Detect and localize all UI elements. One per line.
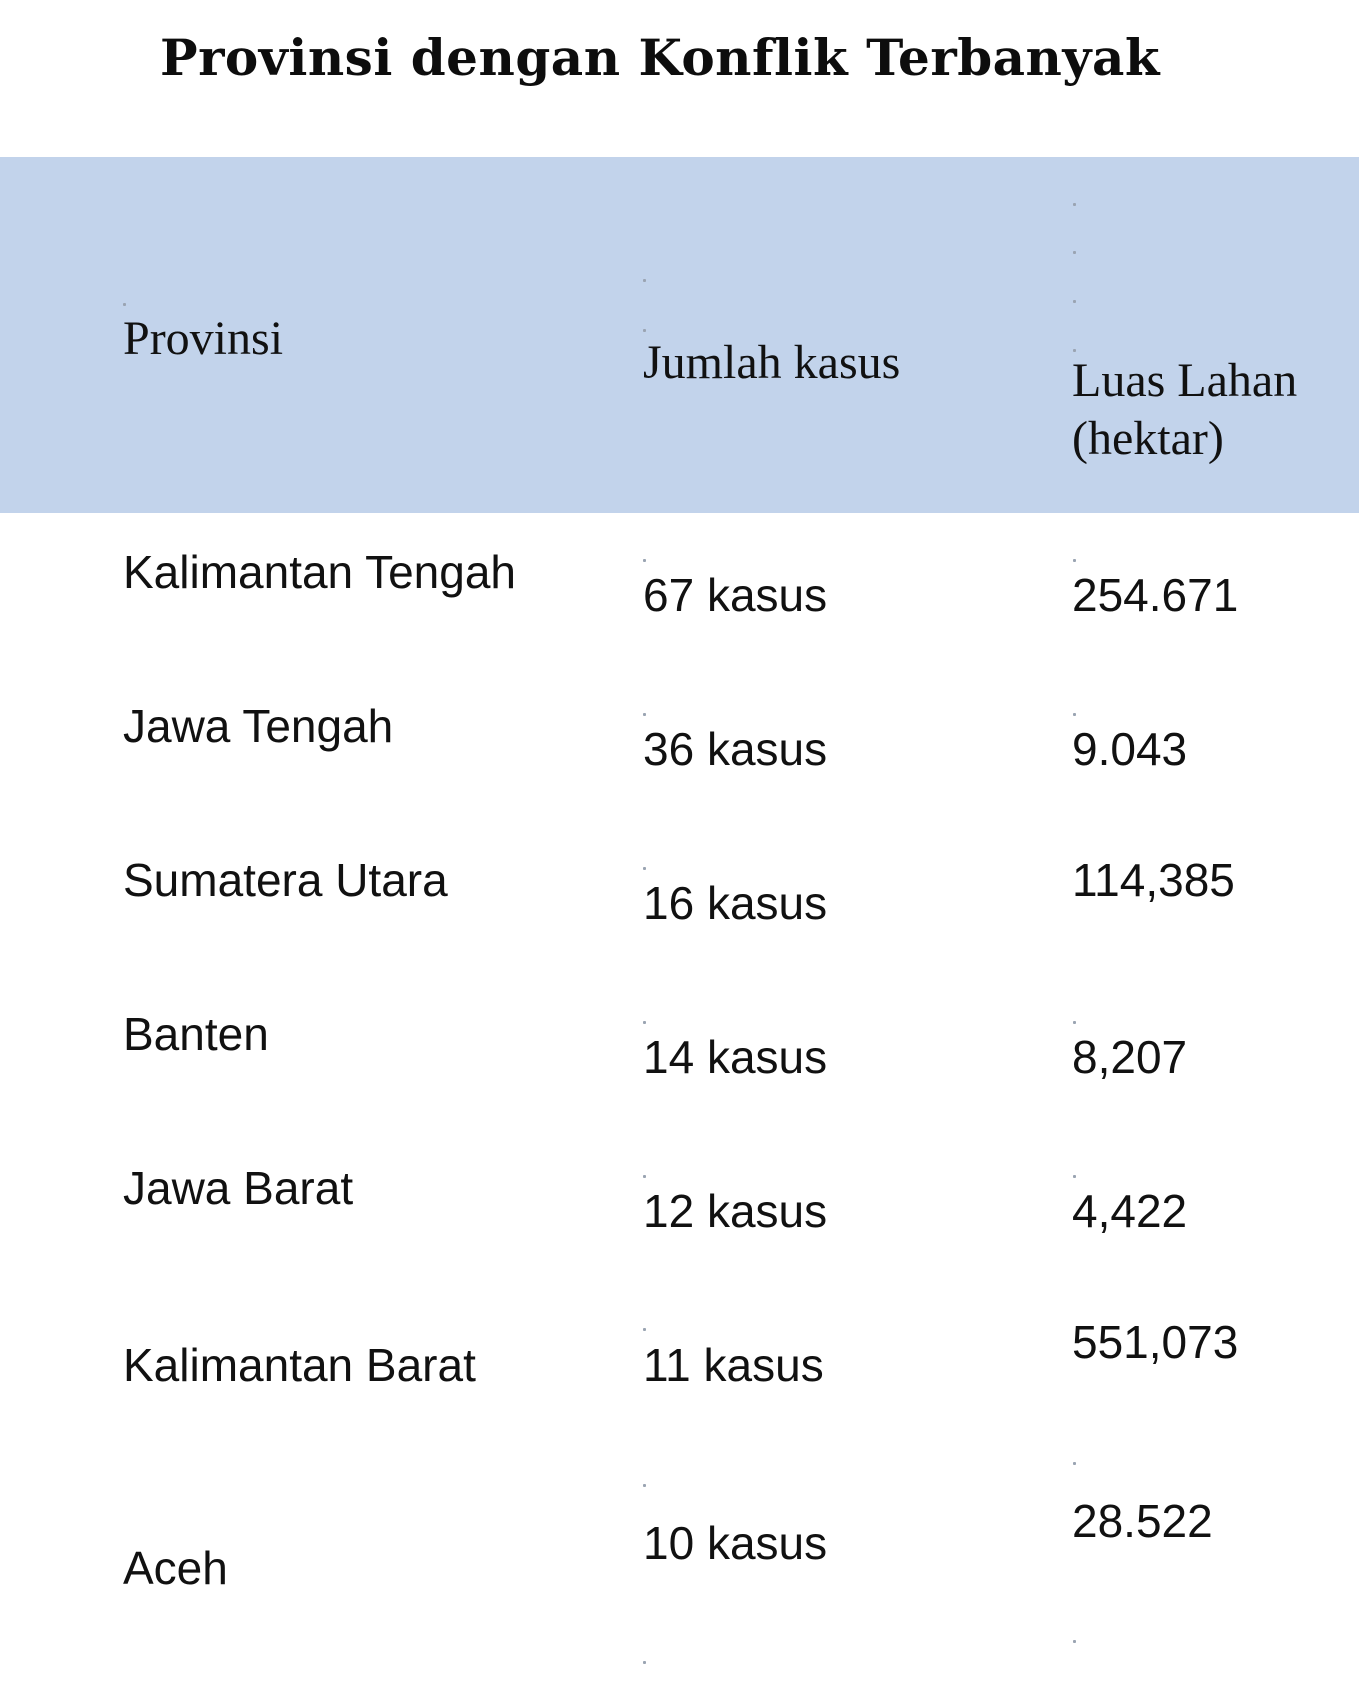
row-dot (643, 867, 646, 870)
row-dot (643, 713, 646, 716)
cell-luas: 8,207 (1072, 1031, 1188, 1083)
row-dot (1073, 559, 1076, 562)
header-dot (123, 303, 126, 306)
row-dot (1073, 1462, 1076, 1465)
header-luas-lahan-line2: (hektar) (1072, 412, 1224, 465)
row-dot (643, 1328, 646, 1331)
header-jumlah-kasus: Jumlah kasus (643, 336, 901, 389)
row-dot (643, 559, 646, 562)
cell-provinsi: Kalimantan Barat (123, 1339, 476, 1391)
header-dot (643, 329, 646, 332)
header-dot (643, 279, 646, 282)
row-dot (1073, 1175, 1076, 1178)
row-dot (1073, 1021, 1076, 1024)
cell-jumlah: 36 kasus (643, 723, 828, 775)
cell-provinsi: Kalimantan Tengah (123, 546, 516, 598)
row-dot (643, 1484, 646, 1487)
cell-provinsi: Banten (123, 1008, 269, 1060)
cell-jumlah: 12 kasus (643, 1185, 828, 1237)
cell-jumlah: 10 kasus (643, 1517, 828, 1569)
cell-luas: 114,385 (1072, 854, 1235, 906)
page-title: Provinsi dengan Konflik Terbanyak (159, 28, 1161, 87)
cell-jumlah: 16 kasus (643, 877, 828, 929)
header-dot (1073, 203, 1076, 206)
cell-jumlah: 67 kasus (643, 569, 828, 621)
row-dot (1073, 1640, 1076, 1643)
header-dot (1073, 300, 1076, 303)
header-luas-lahan (1072, 352, 1352, 468)
header-luas-lahan-line1: Luas Lahan (1072, 354, 1298, 407)
cell-luas: 9.043 (1072, 723, 1188, 775)
cell-jumlah: 11 kasus (643, 1339, 824, 1391)
cell-luas: 551,073 (1072, 1316, 1239, 1368)
header-dot (1073, 349, 1076, 352)
header-dot (1073, 251, 1076, 254)
header-provinsi: Provinsi (123, 312, 284, 365)
cell-luas: 28.522 (1072, 1495, 1213, 1547)
row-dot (1073, 713, 1076, 716)
cell-provinsi: Aceh (123, 1542, 228, 1594)
row-dot (643, 1661, 646, 1664)
cell-luas: 254.671 (1072, 569, 1239, 621)
cell-jumlah: 14 kasus (643, 1031, 828, 1083)
cell-luas: 4,422 (1072, 1185, 1188, 1237)
row-dot (643, 1175, 646, 1178)
cell-provinsi: Jawa Barat (123, 1162, 354, 1214)
row-dot (643, 1021, 646, 1024)
cell-provinsi: Sumatera Utara (123, 854, 448, 906)
cell-provinsi: Jawa Tengah (123, 700, 394, 752)
